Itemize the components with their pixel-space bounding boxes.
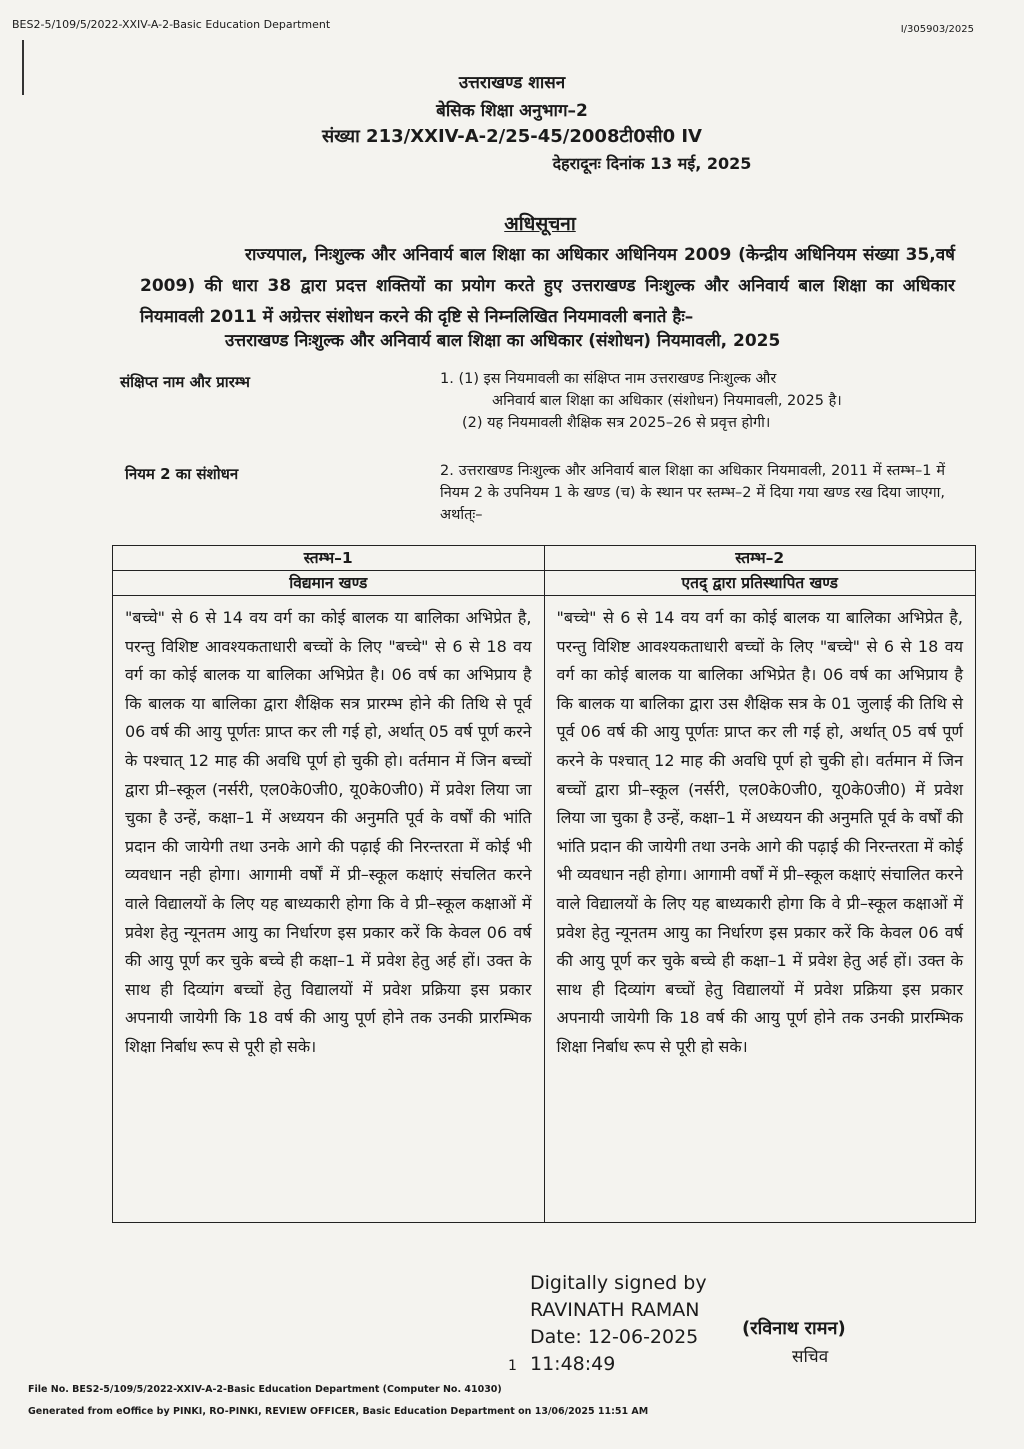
section1-text-a: इस नियमावली का संक्षिप्त नाम उत्तराखण्ड निःशुल्क और [483,371,777,387]
preamble-text: राज्यपाल, निःशुल्क और अनिवार्य बाल शिक्षा का अधिकार अधिनियम 2009 (केन्द्रीय अधिनियम संख्या 35,वर्ष 2009) की धारा 38 द्वारा प्रदत्त शक्तियों का प्रयोग करते हुए उत्तराखण्ड निःशुल्क और अनिवार्य बाल शिक्षा का अधिकार नियमावली 2011 में अग्रेत्तर संशोधन करने की दृष्टि से निम्नलिखित नियमावली बनाते हैः– [140,245,955,327]
section1-rule1 [440,368,945,412]
comparison-table [112,545,976,1223]
section1-side-heading: संक्षिप्त नाम और प्रारम्भ [120,373,250,391]
section1-text-b: अनिवार्य बाल शिक्षा का अधिकार (संशोधन) नियमावली, 2025 है। [492,393,842,409]
col2-subhead: एतद् द्वारा प्रतिस्थापित खण्ड [544,571,976,596]
col1-body: "बच्चे" से 6 से 14 वय वर्ग का कोई बालक या बालिका अभिप्रेत है, परन्तु विशिष्ट आवश्यकताधारी बच्चों के लिए "बच्चे" से 6 से 18 वय वर्ग का कोई बालक या बालिका अभिप्रेत है। 06 वर्ष का अभिप्राय है कि बालक या बालिका द्वारा शैक्षिक सत्र प्रारम्भ होने की तिथि से पूर्व 06 वर्ष की आयु पूर्णतः प्राप्त कर ली गई हो, अर्थात् 05 वर्ष पूर्ण करने के पश्चात् 12 माह की अवधि पूर्ण हो चुकी हो। वर्तमान में जिन बच्चों द्वारा प्री–स्कूल (नर्सरी, एल0के0जी0, यू0के0जी0) में प्रवेश लिया जा चुका है उन्हें, कक्षा–1 में अध्ययन की अनुमति पूर्व के वर्षों की भांति प्रदान की जायेगी तथा उनके आगे की पढ़ाई की निरन्तरता में कोई भी व्यवधान नही होगा। आगामी वर्षों में प्री–स्कूल कक्षाएं संचलित करने वाले विद्यालयों के लिए यह बाध्यकारी होगा कि वे प्री–स्कूल कक्षाओं में प्रवेश हेतु न्यूनतम आयु का निर्धारण इस प्रकार करें कि केवल 06 वर्ष की आयु पूर्ण कर चुके बच्चे ही कक्षा–1 में प्रवेश हेतु अर्ह हों। उक्त के साथ ही दिव्यांग बच्चों हेतु विद्यालयों में प्रवेश प्रक्रिया इस प्रकार अपनायी जायेगी कि 18 वर्ष की आयु पूर्ण होने तक उनकी प्रारम्भिक शिक्षा निर्बाध रूप से पूरी हो सके। [113,596,545,1223]
rules-title: उत्तराखण्ड निःशुल्क और अनिवार्य बाल शिक्षा का अधिकार (संशोधन) नियमावली, 2025 [225,331,781,351]
section1-rule2: (2) यह नियमावली शैक्षिक सत्र 2025–26 से प्रवृत्त होगी। [462,415,771,431]
header-number: संख्या 213/XXIV-A-2/25-45/2008टी0सी0 IV [321,126,702,147]
digital-signature-block [530,1270,707,1378]
signature-name: RAVINATH RAMAN [530,1299,700,1321]
col2-head: स्तम्भ–2 [544,546,976,571]
col1-subhead: विद्यमान खण्ड [113,571,545,596]
signature-date: Date: 12-06-2025 [530,1326,699,1348]
signature-time: 11:48:49 [530,1353,616,1375]
footer-file-number: File No. BES2-5/109/5/2022-XXIV-A-2-Basic Education Department (Computer No. 41030) [28,1384,502,1395]
header-section: बेसिक शिक्षा अनुभाग–2 [436,101,588,121]
header-government: उत्तराखण्ड शासन [458,73,566,93]
footer-generated: Generated from eOffice by PINKI, RO-PINKI, REVIEW OFFICER, Basic Education Department on 13/06/2025 11:51 AM [28,1406,649,1417]
section1-number: 1. (1) [440,371,479,387]
signature-line1: Digitally signed by [530,1272,707,1294]
notification-title: अधिसूचना [504,213,576,235]
col1-head: स्तम्भ–1 [113,546,545,571]
header-date: देहरादूनः दिनांक 13 मई, 2025 [552,154,752,173]
signatory-designation: सचिव [792,1347,829,1367]
document-id-top: I/305903/2025 [900,24,974,35]
section2-text: 2. उत्तराखण्ड निःशुल्क और अनिवार्य बाल शिक्षा का अधिकार नियमावली, 2011 में स्तम्भ–1 में नियम 2 के उपनियम 1 के खण्ड (च) के स्थान पर स्तम्भ–2 में दिया गया खण्ड रख दिया जाएगा, अर्थात्ः– [440,463,945,523]
page-number: 1 [508,1358,517,1374]
file-reference-top: BES2-5/109/5/2022-XXIV-A-2-Basic Education Department [12,18,331,31]
col2-body: "बच्चे" से 6 से 14 वय वर्ग का कोई बालक या बालिका अभिप्रेत है, परन्तु विशिष्ट आवश्यकताधारी बच्चों के लिए "बच्चे" से 6 से 18 वय वर्ग का कोई बालक या बालिका अभिप्रेत है। 06 वर्ष का अभिप्राय है कि बालक या बालिका द्वारा उस शैक्षिक सत्र के 01 जुलाई की तिथि से पूर्व 06 वर्ष की आयु पूर्णतः प्राप्त कर ली गई हो, अर्थात् 05 वर्ष पूर्ण करने के पश्चात् 12 माह की अवधि पूर्ण हो चुकी हो। वर्तमान में जिन बच्चों द्वारा प्री–स्कूल (नर्सरी, एल0के0जी0, यू0के0जी0) में प्रवेश लिया जा चुका है उन्हें, कक्षा–1 में अध्ययन की अनुमति पूर्व के वर्षों की भांति प्रदान की जायेगी तथा उनके आगे की पढ़ाई की निरन्तरता में कोई भी व्यवधान नही होगा। आगामी वर्षों में प्री–स्कूल कक्षाएं संचालित करने वाले विद्यालयों के लिए यह बाध्यकारी होगा कि वे प्री–स्कूल कक्षाओं में प्रवेश हेतु न्यूनतम आयु का निर्धारण इस प्रकार करें कि केवल 06 वर्ष की आयु पूर्ण कर चुके बच्चे ही कक्षा–1 में प्रवेश हेतु अर्ह हों। उक्त के साथ ही दिव्यांग बच्चों हेतु विद्यालयों में प्रवेश प्रक्रिया इस प्रकार अपनायी जायेगी कि 18 वर्ष की आयु पूर्ण होने तक उनकी प्रारम्भिक शिक्षा निर्बाध रूप से पूरी हो सके। [544,596,976,1223]
section2-side-heading: नियम 2 का संशोधन [125,465,239,483]
signatory-name-hindi: (रविनाथ रामन) [742,1318,846,1339]
